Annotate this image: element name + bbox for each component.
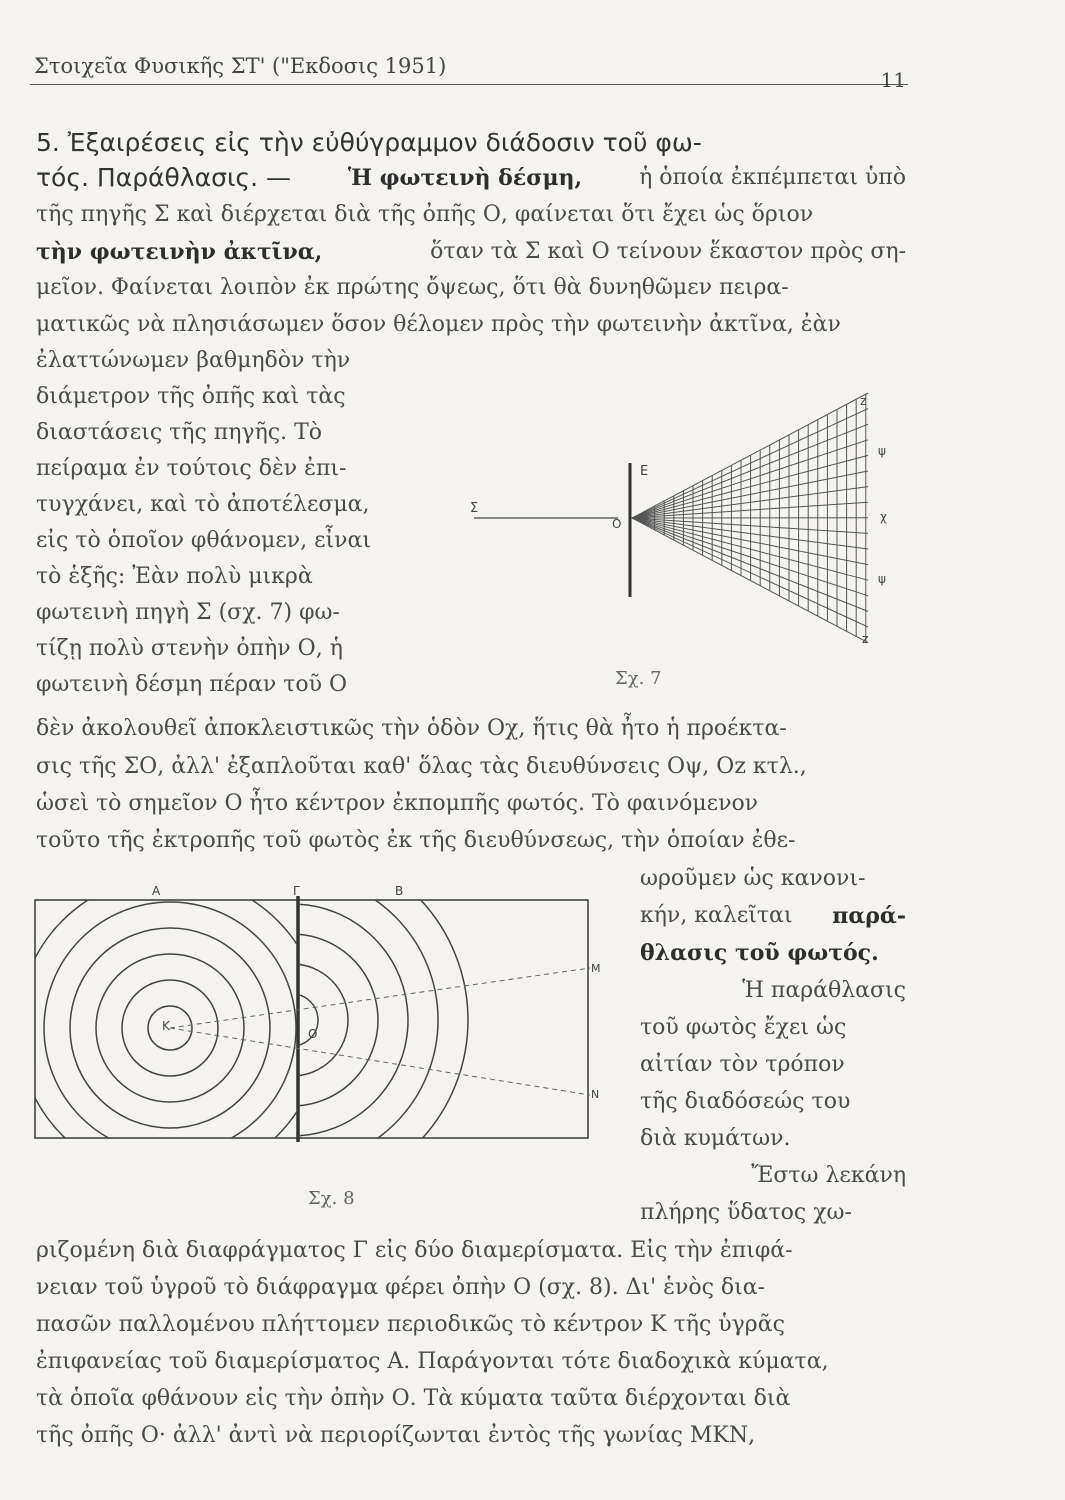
text-span: τοῦτο τῆς ἐκτροπῆς τοῦ φωτὸς ἐκ τῆς διευθύνσεως, τὴν ὁποίαν ἐθε- <box>36 828 796 853</box>
label-psi-top: ψ <box>878 444 886 458</box>
text-line <box>36 237 906 267</box>
text-span: νειαν τοῦ ὑγροῦ τὸ διάφραγμα φέρει ὀπὴν Ο (σχ. 8). Δι' ἑνὸς δια- <box>36 1275 766 1300</box>
text-span: μεῖον. Φαίνεται λοιπὸν ἐκ πρώτης ὄψεως, ὅτι θὰ δυνηθῶμεν πειρα- <box>36 275 789 300</box>
label-sigma: Σ <box>470 501 479 516</box>
label-e: E <box>640 464 649 479</box>
text-span: ωροῦμεν ὡς κανονι- <box>640 866 866 891</box>
wave-arc <box>206 934 378 1106</box>
text-span: φωτεινὴ δέσμη πέραν τοῦ Ο <box>36 672 348 697</box>
text-span: Ἡ παράθλασις <box>742 978 906 1003</box>
label-n: N <box>591 1088 600 1101</box>
label-psi-bottom: ψ <box>878 572 886 586</box>
figure-7-drawing <box>460 385 900 655</box>
label-a: A <box>152 884 161 898</box>
text-span: δὲν ἀκολουθεῖ ἀποκλειστικῶς τὴν ὁδὸν Οχ, ἥτις θὰ ἦτο ἡ προέκτα- <box>36 716 787 741</box>
figure-8-drawing <box>30 870 610 1145</box>
text-line <box>640 1087 906 1117</box>
diffraction-ray <box>632 518 868 565</box>
text-span: τίζῃ πολὺ στενὴν ὀπὴν Ο, ἡ <box>36 636 343 661</box>
text-span: Ἔστω λεκάνη <box>751 1163 906 1188</box>
text-span: διάμετρον τῆς ὀπῆς καὶ τὰς <box>36 384 346 409</box>
text-line <box>36 634 396 664</box>
text-span: ριζομένη διὰ διαφράγματος Γ εἰς δύο διαμερίσματα. Εἰς τὴν ἐπιφά- <box>36 1238 793 1263</box>
text-line <box>36 346 396 376</box>
wave-circle <box>44 902 296 1145</box>
text-span: διαστάσεις τῆς πηγῆς. Τὸ <box>36 420 322 445</box>
text-span: τῆς ὀπῆς Ο· ἀλλ' ἀντὶ νὰ περιορίζωνται ἐντὸς τῆς γωνίας ΜΚΝ, <box>36 1423 756 1448</box>
text-line <box>36 789 906 819</box>
figure-7 <box>460 385 900 655</box>
text-line <box>36 200 906 230</box>
figure-8 <box>30 870 610 1145</box>
section-subtitle: τός. Παράθλασις. — <box>36 163 291 192</box>
text-line <box>640 901 906 931</box>
wave-arc <box>116 870 468 1145</box>
label-k: K <box>162 1019 170 1033</box>
diffraction-ray <box>632 424 868 518</box>
diffraction-ray <box>632 487 868 518</box>
text-line <box>36 752 906 782</box>
text-line <box>36 163 906 193</box>
bold-term: τὴν φωτεινὴν ἀκτῖνα, <box>36 239 323 265</box>
text-line <box>36 598 396 628</box>
text-span: πλήρης ὕδατος χω- <box>640 1200 852 1225</box>
text-span: τῆς διαδόσεώς του <box>640 1089 851 1114</box>
text-span: τὸ ἑξῆς: Ἐὰν πολὺ μικρὰ <box>36 564 313 589</box>
text-span: διὰ κυμάτων. <box>640 1126 791 1151</box>
bold-term: Ἡ φωτεινὴ δέσμη, <box>347 165 583 191</box>
label-b: B <box>395 884 404 898</box>
text-span: πείραμα ἐν τούτοις δὲν ἐπι- <box>36 456 347 481</box>
text-span: τυγχάνει, καὶ τὸ ἀποτέλεσμα, <box>36 492 370 517</box>
wave-arc <box>146 874 438 1145</box>
text-line <box>640 938 906 968</box>
diffraction-ray <box>632 502 868 518</box>
text-span: τοῦ φωτὸς ἔχει ὡς <box>640 1015 847 1040</box>
text-span: ματικῶς νὰ πλησιάσωμεν ὅσον θέλομεν πρὸς τὴν φωτεινὴν ἀκτῖνα, ἐὰν <box>36 312 841 337</box>
text-span: αἰτίαν τὸν τρόπον <box>640 1052 845 1077</box>
section-title: 5. Ἐξαιρέσεις εἰς τὴν εὐθύγραμμον διάδοσιν τοῦ φω- <box>36 128 702 157</box>
text-line <box>640 1198 906 1228</box>
label-gamma: Γ <box>293 884 300 898</box>
label-m: M <box>591 962 601 975</box>
diffraction-ray <box>632 518 868 627</box>
text-span: κήν, καλεῖται <box>640 903 793 928</box>
text-span: εἰς τὸ ὁποῖον φθάνομεν, εἶναι <box>36 528 371 553</box>
text-span: πασῶν παλλομένου πλήττομεν περιοδικῶς τὸ κέντρον Κ τῆς ὑγρᾶς <box>36 1312 785 1337</box>
text-line <box>640 976 906 1006</box>
diffraction-ray <box>632 471 868 518</box>
text-span: ἐπιφανείας τοῦ διαμερίσματος Α. Παράγονται τότε διαδοχικὰ κύματα, <box>36 1349 829 1374</box>
text-line <box>36 273 906 303</box>
diffraction-ray <box>632 440 868 518</box>
wave-arc <box>176 904 408 1136</box>
text-line <box>36 418 396 448</box>
wave-circle <box>30 876 322 1145</box>
text-line <box>36 1310 906 1340</box>
text-line <box>640 1050 906 1080</box>
bold-term: θλασις τοῦ φωτός. <box>640 940 879 966</box>
text-span: τὰ ὁποῖα φθάνουν εἰς τὴν ὀπὴν Ο. Τὰ κύματα ταῦτα διέρχονται διὰ <box>36 1386 791 1411</box>
diffraction-ray <box>632 455 868 518</box>
text-line <box>36 454 396 484</box>
label-z-top: z <box>860 394 867 408</box>
text-line <box>36 1384 906 1414</box>
figure-8-caption: Σχ. 8 <box>308 1188 355 1209</box>
text-line <box>36 1273 906 1303</box>
running-title: Στοιχεῖα Φυσικῆς ΣΤ' ("Εκδοσις 1951) <box>34 54 447 78</box>
text-line <box>640 1124 906 1154</box>
label-chi: χ <box>880 510 887 524</box>
text-line <box>36 1421 906 1451</box>
diffraction-ray <box>632 518 868 549</box>
text-line <box>36 714 906 744</box>
text-line <box>36 1347 906 1377</box>
text-line <box>36 1236 906 1266</box>
text-span: φωτεινὴ πηγὴ Σ (σχ. 7) φω- <box>36 600 340 625</box>
bold-term: παρά- <box>832 903 906 929</box>
text-line <box>36 382 396 412</box>
text-line <box>36 490 396 520</box>
figure-7-caption: Σχ. 7 <box>615 668 662 689</box>
text-line <box>640 1013 906 1043</box>
text-span: τῆς πηγῆς Σ καὶ διέρχεται διὰ τῆς ὀπῆς Ο, φαίνεται ὅτι ἔχει ὡς ὅριον <box>36 202 814 227</box>
diffraction-ray <box>632 518 868 533</box>
page-number: 11 <box>880 68 906 92</box>
text-line <box>640 1161 906 1191</box>
running-head <box>30 48 908 92</box>
label-o: O <box>308 1027 318 1041</box>
text-span: ἡ ὁποία ἐκπέμπεται ὑπὸ <box>639 165 906 190</box>
diffraction-ray <box>632 393 868 518</box>
boundary-line-km <box>170 968 590 1028</box>
text-span: σις τῆς ΣΟ, ἀλλ' ἐξαπλοῦται καθ' ὅλας τὰς διευθύνσεις Οψ, Οz κτλ., <box>36 754 807 779</box>
label-o: O <box>612 517 622 531</box>
text-line <box>640 864 906 894</box>
diffraction-ray <box>632 409 868 518</box>
diffraction-ray <box>632 518 868 611</box>
text-line <box>36 310 906 340</box>
text-line <box>36 562 396 592</box>
diffraction-ray <box>632 518 868 596</box>
text-span: ὅταν τὰ Σ καὶ Ο τείνουν ἕκαστον πρὸς ση- <box>430 239 906 264</box>
text-line <box>36 526 396 556</box>
text-line <box>36 670 396 700</box>
boundary-line-kn <box>170 1028 590 1095</box>
diffraction-ray <box>632 518 868 580</box>
label-z-bottom: z <box>862 632 869 646</box>
text-span: ἐλαττώνωμεν βαθμηδὸν τὴν <box>36 348 351 373</box>
text-line <box>36 826 906 856</box>
text-span: ὡσεὶ τὸ σημεῖον Ο ἦτο κέντρον ἐκπομπῆς φωτός. Τὸ φαινόμενον <box>36 791 759 816</box>
text-line <box>36 128 906 158</box>
diffraction-ray <box>632 518 868 643</box>
